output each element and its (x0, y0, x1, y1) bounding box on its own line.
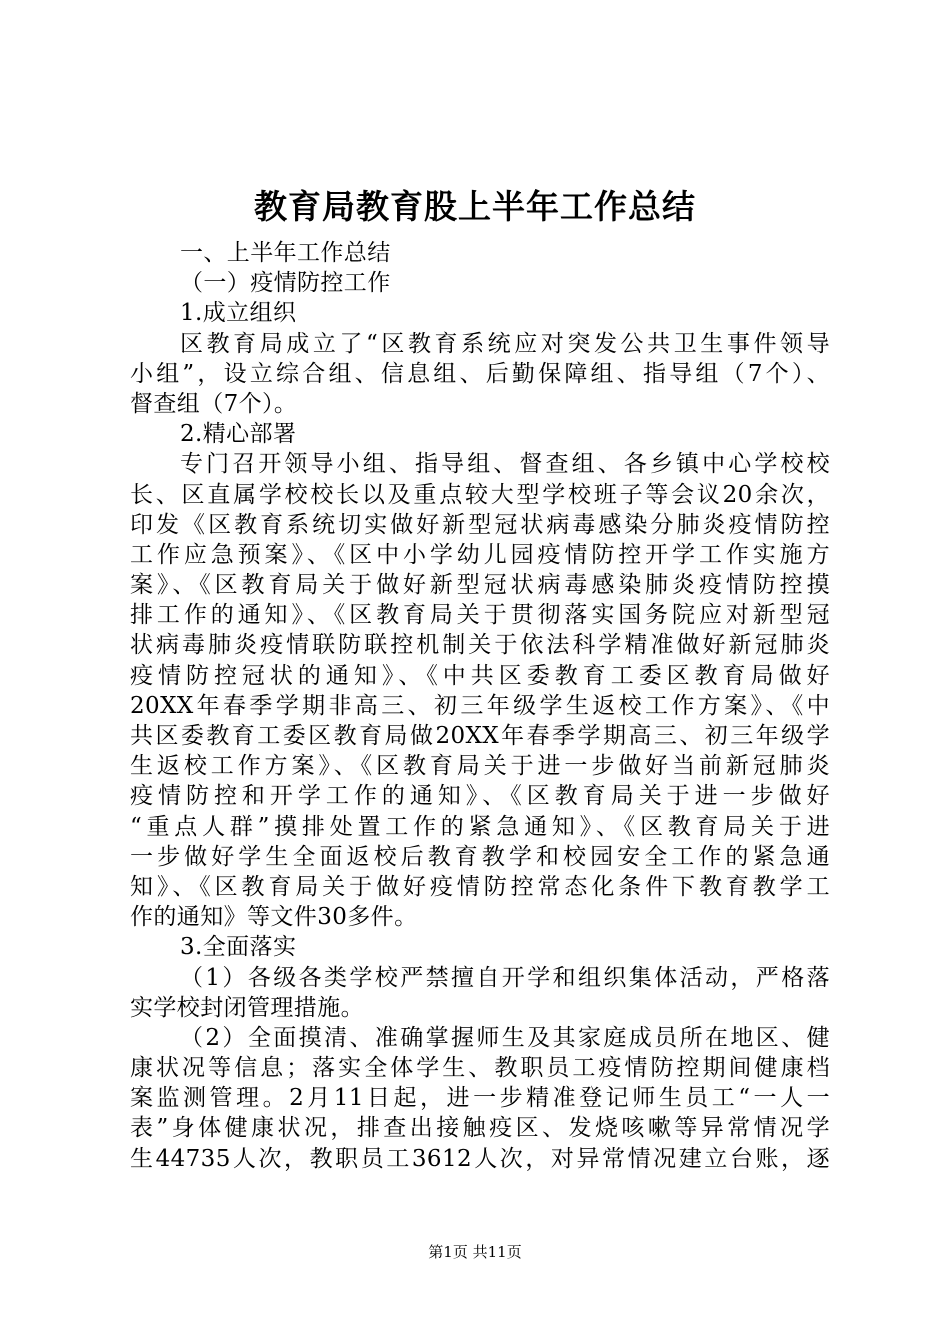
section-heading: 一、上半年工作总结 (180, 240, 391, 266)
paragraph-line: 印发《区教育系统切实做好新型冠状病毒感染分肺炎疫情防控 (130, 511, 830, 538)
item-heading: 1.成立组织 (180, 300, 297, 327)
page-number-footer: 第1页 共11页 (428, 1243, 522, 1261)
subsection-heading: （一）疫情防控工作 (180, 270, 391, 297)
paragraph-line: 工作应急预案》、《区中小学幼儿园疫情防控开学工作实施方 (130, 541, 830, 568)
paragraph-line: 案》、《区教育局关于做好新型冠状病毒感染肺炎疫情防控摸 (130, 572, 830, 599)
paragraph-line: 区教育局成立了“区教育系统应对突发公共卫生事件领导 (180, 330, 830, 357)
paragraph-line: 疫情防控冠状的通知》、《中共区委教育工委区教育局做好 (130, 662, 830, 689)
paragraph-line: 长、区直属学校校长以及重点较大型学校班子等会议20余次， (130, 481, 830, 508)
paragraph-line: 小组”，设立综合组、信息组、后勤保障组、指导组（7个）、 (130, 360, 830, 387)
paragraph-line: 生返校工作方案》、《区教育局关于进一步做好当前新冠肺炎 (130, 753, 830, 780)
paragraph-line: 实学校封闭管理措施。 (130, 994, 364, 1021)
paragraph-line: 一步做好学生全面返校后教育教学和校园安全工作的紧急通 (130, 843, 830, 870)
paragraph-line: 督查组（7个）。 (130, 390, 298, 417)
paragraph-line: 案监测管理。2月11日起，进一步精准登记师生员工“一人一 (130, 1085, 830, 1112)
paragraph-line: （2）全面摸清、准确掌握师生及其家庭成员所在地区、健 (180, 1024, 830, 1051)
item-heading: 3.全面落实 (180, 934, 297, 961)
paragraph-line: 专门召开领导小组、指导组、督查组、各乡镇中心学校校 (180, 451, 830, 478)
paragraph-line: 疫情防控和开学工作的通知》、《区教育局关于进一步做好 (130, 783, 830, 810)
document-title: 教育局教育股上半年工作总结 (254, 187, 696, 226)
document-body (130, 238, 830, 1174)
paragraph-line: 生44735人次，教职员工3612人次，对异常情况建立台账，逐 (130, 1145, 830, 1172)
paragraph-line: 康状况等信息；落实全体学生、教职员工疫情防控期间健康档 (130, 1055, 830, 1082)
item-heading: 2.精心部署 (180, 421, 297, 448)
paragraph-line: （1）各级各类学校严禁擅自开学和组织集体活动，严格落 (180, 964, 830, 991)
paragraph-line: 表”身体健康状况，排查出接触疫区、发烧咳嗽等异常情况学 (130, 1115, 830, 1142)
paragraph-line: 排工作的通知》、《区教育局关于贯彻落实国务院应对新型冠 (130, 602, 830, 629)
paragraph-line: 状病毒肺炎疫情联防联控机制关于依法科学精准做好新冠肺炎 (130, 632, 830, 659)
paragraph-line: 共区委教育工委区教育局做20XX年春季学期高三、初三年级学 (130, 723, 830, 749)
paragraph-line: 知》、《区教育局关于做好疫情防控常态化条件下教育教学工 (130, 873, 830, 900)
paragraph-line: “重点人群”摸排处置工作的紧急通知》、《区教育局关于进 (130, 813, 830, 840)
paragraph-line: 作的通知》等文件30多件。 (130, 904, 418, 931)
paragraph-line: 20XX年春季学期非高三、初三年级学生返校工作方案》、《中 (130, 692, 830, 719)
